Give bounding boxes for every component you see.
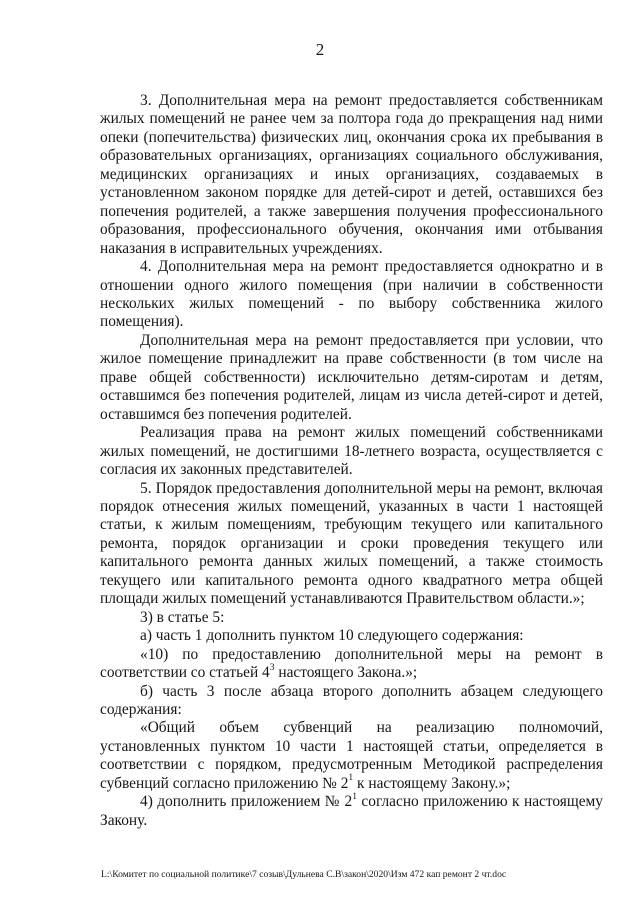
item-4-text: 4) дополнить приложением № 2 [140,793,353,811]
paragraph-article-5: 3) в статье 5: [140,608,225,626]
item-10-text-end: настоящего Закона.»; [274,664,418,682]
paragraph-item-b: б) часть 3 после абзаца второго дополнить абзацем следующего содержания: [100,682,603,718]
paragraph-part-4: 4. Дополнительная мера на ремонт предоставляется однократно и в отношении одного жилого помещения (при наличии в собственности нескольких жилых помещений - по выбору собственника жилого помещения). [100,258,603,331]
paragraph-condition: Дополнительная мера на ремонт предоставляется при условии, что жилое помещение принадлежит на праве собственности (в том числе на праве общей собственности) исключительно детям-сиротам и детям, оставшимся без попечения родителей, лицам из числа детей-сирот и детей, оставшимся без попечения родителей. [100,331,603,423]
paragraph-minors: Реализация права на ремонт жилых помещений собственниками жилых помещений, не достигшими 18-летнего возраста, осуществляется с согласия их законных представителей. [100,424,603,479]
item-4-superscript: 1 [352,790,357,802]
subvention-text-end: к настоящему Закону.»; [353,774,511,792]
item-4-text-end: согласно приложению к настоящему Закону. [100,793,603,829]
subvention-superscript: 1 [348,772,354,784]
item-10-superscript: 3 [269,661,275,673]
paragraph-part-3: 3. Дополнительная мера на ремонт предоставляется собственникам жилых помещений не ранее чем за полтора года до прекращения над ними опеки (попечительства) физических лиц, окончания срока их пребывания в образовательных организациях, организациях социального обслуживания, медицинских организациях и иных организациях, создаваемых в установленном законом порядке для детей-сирот и детей, оставшихся без попечения родителей, а также завершения получения профессионального образования, профессионального обучения, окончания ими отбывания наказания в исправительных учреждениях. [100,92,603,257]
paragraph-item-4 [100,790,603,830]
page-number: 2 [315,40,325,59]
document-body [100,92,603,830]
paragraph-part-5: 5. Порядок предоставления дополнительной меры на ремонт, включая порядок отнесения жилых помещений, указанных в части 1 настоящей статьи, к жилым помещениям, требующим текущего или капитального ремонта, порядок организации и сроки проведения текущего или капитального ремонта данных жилых помещений, а также стоимость текущего или капитального ремонта одного квадратного метра общей площади жилых помещений устанавливаются Правительством области.»; [100,479,603,608]
paragraph-subvention [100,719,603,793]
subvention-text: «Общий объем субвенций на реализацию полномочий, установленных пунктом 10 части 1 настоящей статьи, определяется в соответствии с порядком, предусмотренным Методикой распределения субвенций согласно приложению № 2 [100,719,603,792]
paragraph-item-10 [100,646,603,683]
paragraph-item-a: а) часть 1 дополнить пунктом 10 следующего содержания: [140,627,524,645]
item-10-text: «10) по предоставлению дополнительной меры на ремонт в соответствии со статьей 4 [100,645,603,682]
footer-file-path: L:\Комитет по социальной политике\7 созыв\Дульнева С.В\закон\2020\Изм 472 кап ремонт 2 чт.doc [101,869,507,880]
